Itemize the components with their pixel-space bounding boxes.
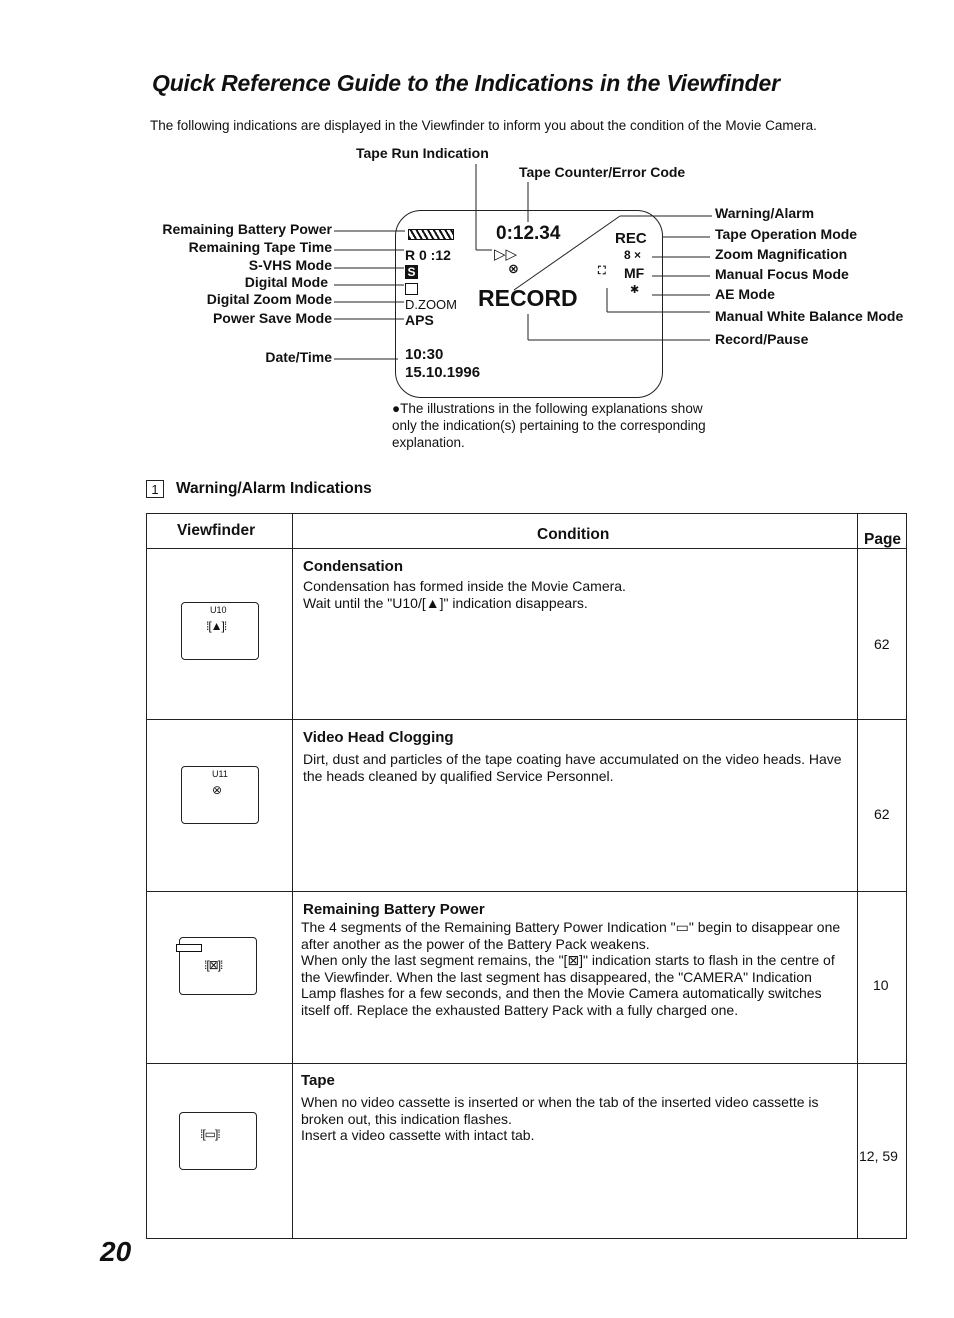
battery-outline-icon [176, 944, 202, 952]
tape-time: R 0 :12 [405, 247, 451, 263]
row-body: Dirt, dust and particles of the tape coating have accumulated on the video heads. Have the heads cleaned by qualified Service Personnel. [303, 751, 842, 784]
row-heading: Condensation [303, 558, 403, 575]
viewfinder-u10: U10 ⁞[▲]⁞ [181, 602, 259, 660]
row-body: The 4 segments of the Remaining Battery Power Indication "▭" begin to disappear one after another as the power of the Battery Pack weakens. When only the last segment remains, the "[⊠]" indication starts to flash in the centre of the Viewfinder. When the last segment has disappeared, the "CAMERA" Indication Lamp flashes for a few seconds, and then the Movie Camera automatically switches itself off. Replace the exhausted Battery Pack with a fully charged one. [301, 919, 841, 1018]
header-condition: Condition [537, 526, 610, 543]
diagram-leader-lines [0, 0, 954, 420]
illustration-note: ●The illustrations in the following explanations show only the indication(s) pertaining to the corresponding explanation. [392, 401, 706, 450]
focus-icon: ⛶ [598, 265, 606, 277]
tape-run-icon: ▷▷ [494, 246, 518, 263]
label-left-6: Date/Time [265, 349, 332, 365]
row-page: 12, 59 [859, 1148, 898, 1164]
warning-table [146, 513, 907, 1239]
row-heading: Remaining Battery Power [303, 901, 485, 918]
row-body: When no video cassette is inserted or when the tab of the inserted video cassette is broken out, this indication flashes. Insert a video cassette with intact tab. [301, 1094, 819, 1143]
header-page: Page [864, 531, 902, 548]
section-number: 1 [146, 480, 164, 498]
battery-flash-icon: ⁞[⊠]⁞ [204, 958, 223, 972]
label-left-0: Remaining Battery Power [162, 221, 332, 237]
label-left-1: Remaining Tape Time [188, 239, 332, 255]
section-header [146, 480, 372, 498]
row-page: 62 [874, 806, 890, 822]
row-heading: Tape [301, 1072, 335, 1089]
label-right-3: Manual Focus Mode [715, 266, 849, 282]
label-right-0: Warning/Alarm [715, 205, 815, 221]
label-left-2: S-VHS Mode [248, 257, 332, 273]
warning-icon: ⊗ [508, 261, 519, 276]
label-right-4: AE Mode [715, 286, 775, 302]
page-title: Quick Reference Guide to the Indications in the Viewfinder [152, 70, 780, 96]
label-tape-run: Tape Run Indication [356, 145, 489, 161]
row-page: 10 [873, 977, 889, 993]
svhs-icon: S [405, 265, 418, 279]
label-right-6: Record/Pause [715, 331, 809, 347]
header-viewfinder: Viewfinder [177, 522, 256, 539]
time-text: 10:30 [405, 346, 444, 363]
label-tape-counter: Tape Counter/Error Code [519, 164, 686, 180]
zoom-mag: 8 × [624, 248, 642, 262]
aps-text: APS [405, 312, 434, 328]
tape-cassette-icon: ⁞[▭]⁞ [200, 1127, 220, 1141]
row-heading: Video Head Clogging [303, 729, 454, 746]
label-left-4: Digital Zoom Mode [206, 291, 332, 307]
row-body: Condensation has formed inside the Movie Camera. Wait until the "U10/[▲]" indication disappears. [303, 578, 626, 611]
condensation-icon: ⁞[▲]⁞ [206, 619, 227, 633]
label-right-2: Zoom Magnification [715, 246, 848, 262]
label-left-3: Digital Mode [244, 274, 328, 290]
viewfinder-u11: U11 ⊗ [181, 766, 259, 824]
label-right-5: Manual White Balance Mode [715, 308, 904, 324]
page-number: 20 [100, 1236, 132, 1267]
viewfinder-battery [179, 937, 257, 995]
dzoom-text: D.ZOOM [405, 297, 457, 312]
section-title: Warning/Alarm Indications [176, 480, 372, 497]
date-text: 15.10.1996 [405, 364, 481, 381]
label-left-5: Power Save Mode [212, 310, 332, 326]
row-page: 62 [874, 636, 890, 652]
intro-text: The following indications are displayed in the Viewfinder to inform you about the condition of the Movie Camera. [150, 118, 817, 133]
ae-mode-icon: ✱ [630, 284, 640, 296]
label-right-1: Tape Operation Mode [715, 226, 858, 242]
tape-counter: 0:12.34 [496, 223, 561, 244]
head-clog-icon: ⊗ [212, 783, 222, 797]
viewfinder-tape [179, 1112, 257, 1170]
record-text: RECORD [478, 285, 578, 311]
mf-text: MF [624, 265, 645, 281]
rec-text: REC [615, 230, 647, 247]
